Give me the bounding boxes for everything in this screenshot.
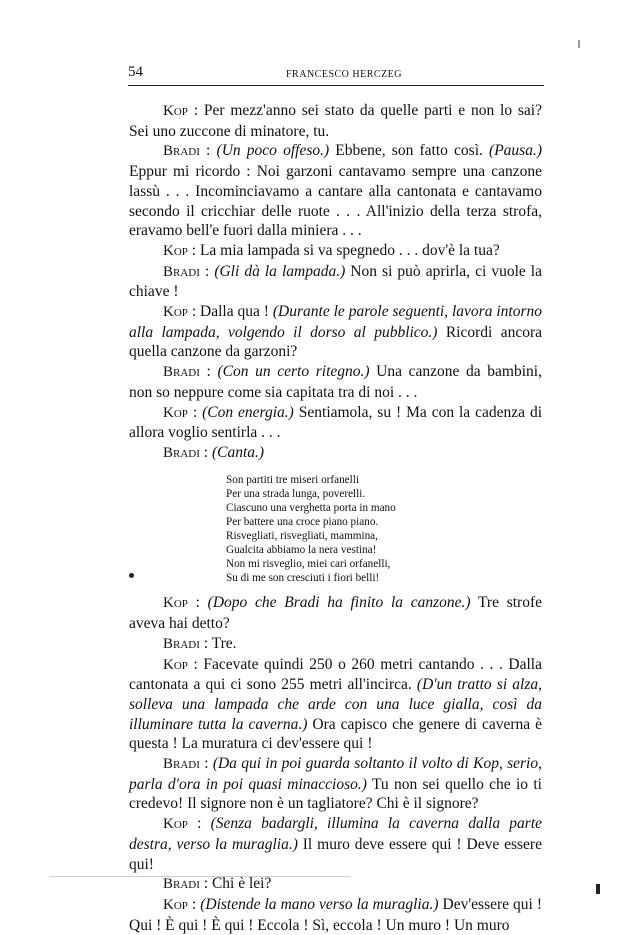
speaker-name: Kop bbox=[163, 896, 188, 913]
dialogue-paragraph bbox=[129, 262, 542, 302]
dialogue-text: Ora capisco che genere di caverna è questa ! La muratura ci dev'essere qui ! bbox=[129, 715, 542, 753]
stage-direction: (Un poco offeso.) bbox=[216, 142, 330, 160]
speaker-name: Bradi bbox=[163, 263, 200, 280]
dialogue-text: : bbox=[199, 755, 213, 773]
dialogue-paragraph bbox=[129, 362, 542, 402]
dialogue-text: : bbox=[199, 363, 218, 381]
dialogue-paragraph bbox=[129, 814, 542, 874]
verse-line: Non mi risveglio, miei cari orfanelli, bbox=[226, 558, 391, 571]
dialogue-text: : bbox=[187, 815, 211, 833]
speaker-name: Kop bbox=[163, 656, 188, 673]
running-title: FRANCESCO HERCZEG bbox=[286, 69, 403, 80]
margin-mark bbox=[578, 40, 580, 48]
stage-direction: (Canta.) bbox=[211, 443, 265, 461]
stage-direction: (Dopo che Bradi ha finito la canzone.) bbox=[207, 594, 471, 612]
speaker-name: Bradi bbox=[163, 756, 200, 773]
dialogue-paragraph bbox=[129, 241, 542, 262]
dialogue-text: Non si può aprirla, ci vuole la chiave ! bbox=[129, 262, 542, 301]
speaker-name: Kop bbox=[163, 304, 188, 321]
speaker-name: Bradi bbox=[163, 635, 200, 652]
speaker-name: Bradi bbox=[163, 444, 200, 461]
dialogue-text: Tu non sei quello che io ti credevo! Il signore non è un tagliatore? Chi è il signore? bbox=[129, 775, 542, 813]
verse-line: Gualcita abbiamo la nera vestina! bbox=[226, 544, 377, 557]
speaker-name: Kop bbox=[163, 103, 188, 119]
verse-line: Ciascuno una verghetta porta in mano bbox=[226, 501, 396, 514]
dialogue-before-song bbox=[129, 101, 542, 464]
stage-direction: (Durante le parole seguenti, lavora intorno alla lampada, volgendo il dorso al pubblico.) bbox=[129, 303, 542, 341]
dialogue-text: : bbox=[187, 895, 201, 913]
dialogue-text: : bbox=[187, 594, 208, 612]
dialogue-paragraph bbox=[129, 141, 542, 241]
dialogue-text: : bbox=[187, 403, 203, 421]
stage-direction: (D'un tratto si alza, solleva una lampada che arde con una luce gialla, così da illuminare tutta la caverna.) bbox=[129, 676, 542, 733]
stage-direction: (Con energia.) bbox=[202, 403, 294, 421]
dialogue-text: Il muro deve essere qui ! Deve essere qui! bbox=[129, 835, 542, 873]
body-text bbox=[129, 101, 542, 935]
dialogue-text: : Chi è lei? bbox=[199, 875, 272, 893]
speaker-name: Kop bbox=[163, 242, 188, 259]
stage-direction: (Gli dà la lampada.) bbox=[214, 262, 346, 280]
stage-direction: (Da qui in poi guarda soltanto il volto di Kop, serio, parla d'ora in poi quasi minaccioso.) bbox=[129, 755, 542, 793]
speaker-name: Bradi bbox=[163, 364, 200, 381]
speaker-name: Kop bbox=[163, 816, 188, 833]
dialogue-paragraph bbox=[129, 302, 542, 362]
dialogue-paragraph bbox=[129, 403, 542, 443]
bottom-rule bbox=[50, 876, 350, 877]
stage-direction: (Senza badargli, illumina la caverna dalla parte destra, verso la muraglia.) bbox=[129, 815, 543, 853]
stage-direction: (Pausa.) bbox=[489, 142, 542, 160]
dialogue-text: Tre strofe aveva hai detto? bbox=[129, 594, 542, 633]
dialogue-paragraph bbox=[129, 655, 542, 755]
verse-line: Per una strada lunga, poverelli. bbox=[226, 487, 366, 500]
dialogue-text: : Facevate quindi 250 o 260 metri cantando . . . Dalla cantonata a qui ci sono 255 metri all'incirca. bbox=[129, 655, 542, 694]
dialogue-paragraph bbox=[129, 634, 542, 655]
dialogue-paragraph bbox=[129, 895, 542, 935]
header-rule bbox=[128, 85, 544, 86]
speaker-name: Bradi bbox=[163, 876, 200, 893]
dialogue-paragraph bbox=[129, 443, 542, 464]
dialogue-text: : bbox=[199, 262, 215, 280]
dialogue-text: : Tre. bbox=[199, 634, 237, 652]
margin-dot bbox=[129, 573, 134, 578]
verse-line: Su di me son cresciuti i fiori belli! bbox=[226, 572, 380, 585]
dialogue-text: Una canzone da bambini, non so neppure come sia capitata tra di noi . . . bbox=[129, 363, 542, 401]
dialogue-text: Ebbene, son fatto così. bbox=[329, 142, 490, 160]
stage-direction: (Con un certo ritegno.) bbox=[217, 363, 370, 381]
dialogue-after-song bbox=[129, 593, 542, 935]
verse-line: Per battere una croce piano piano. bbox=[226, 515, 379, 528]
song-verse bbox=[226, 473, 542, 586]
dialogue-text: : Per mezz'anno sei stato da quelle parti e non lo sai? Sei uno zuccone di minatore, tu. bbox=[129, 102, 542, 140]
stage-direction: (Distende la mano verso la muraglia.) bbox=[200, 895, 439, 913]
speaker-name: Kop bbox=[163, 595, 188, 612]
dialogue-paragraph bbox=[129, 593, 542, 633]
dialogue-text: Sentiamola, su ! Ma con la cadenza di allora voglio sentirla . . . bbox=[129, 403, 542, 442]
dialogue-text: : bbox=[199, 142, 217, 160]
dialogue-text: Eppur mi ricordo : Noi garzoni cantavamo sempre una canzone lassù . . . Incominciavamo a cantare alla cantonata e cantavamo secondo il cricchiar delle ruote . . . All'inizio della terza strofa, eravamo bell'e fuori dalla miniera . . . bbox=[129, 163, 542, 240]
verse-line: Son partiti tre miseri orfanelli bbox=[226, 473, 359, 486]
dialogue-text: : La mia lampada si va spegnedo . . . dov'è la tua? bbox=[187, 241, 500, 259]
speaker-name: Bradi bbox=[163, 143, 200, 160]
dialogue-paragraph bbox=[129, 754, 542, 814]
speaker-name: Kop bbox=[163, 404, 188, 421]
dialogue-text: Ricordi ancora quella canzone da garzoni? bbox=[129, 323, 542, 361]
dialogue-text: : Dalla qua ! bbox=[187, 303, 273, 321]
dialogue-text: : bbox=[199, 443, 212, 461]
page-number: 54 bbox=[128, 64, 143, 80]
corner-mark bbox=[596, 884, 600, 894]
dialogue-paragraph bbox=[129, 874, 542, 895]
dialogue-paragraph bbox=[129, 101, 542, 141]
verse-line: Risvegliati, risvegliati, mammina, bbox=[226, 530, 378, 543]
dialogue-text: Dev'essere qui ! Qui ! È qui ! È qui ! Eccola ! Sì, eccola ! Un muro ! Un muro bbox=[129, 895, 542, 934]
